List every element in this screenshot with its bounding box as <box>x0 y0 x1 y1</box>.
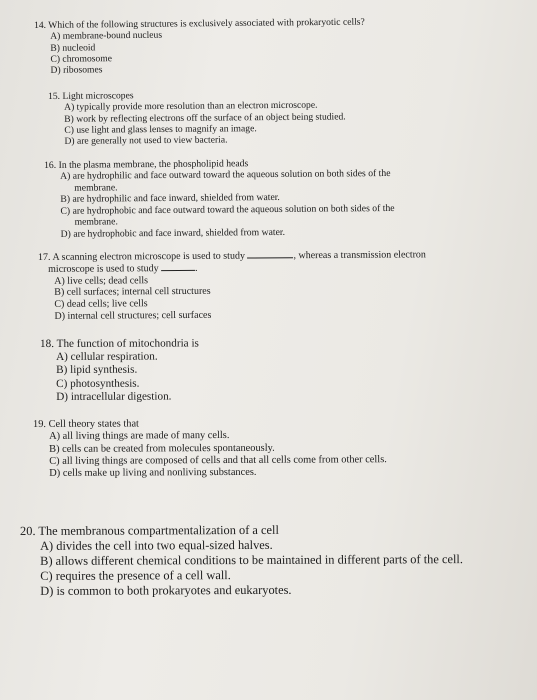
answer-option-c: C) photosynthesis. <box>56 377 140 390</box>
answer-option-d: D) intracellular digestion. <box>56 390 172 403</box>
answer-option-d: D) are generally not used to view bacteria. <box>64 134 228 148</box>
answer-option-c: C) use light and glass lenses to magnify an image. <box>64 123 257 136</box>
answer-option-d: D) ribosomes <box>50 64 103 77</box>
stem-text: , whereas a transmission electron <box>293 249 426 262</box>
answer-option-b: B) allows different chemical conditions to be maintained in different parts of the cell. <box>40 551 463 568</box>
answer-blank <box>161 270 195 271</box>
answer-option-d <box>45 226 395 240</box>
question-stem: 18. The function of mitochondria is <box>40 337 199 350</box>
answer-blank <box>247 257 293 258</box>
question-stem: 16. In the plasma membrane, the phospholipid heads <box>44 158 249 171</box>
question-17 <box>38 249 426 322</box>
question-stem: 14. Which of the following structures is exclusively associated with prokaryotic cells? <box>34 16 365 31</box>
stem-text: microscope is used to study <box>48 262 159 275</box>
answer-option-b: B) cells can be created from molecules spontaneously. <box>49 442 275 455</box>
answer-option-a: A) membrane-bound nucleus <box>50 29 163 43</box>
question-18 <box>40 337 199 404</box>
question-stem: 19. Cell theory states that <box>33 418 139 430</box>
answer-option-a: A) live cells; dead cells <box>54 274 149 287</box>
answer-option-b: B) work by reflecting electrons off the surface of an object being studied. <box>64 111 346 125</box>
answer-option-a: A) all living things are made of many cells. <box>49 430 230 443</box>
question-15 <box>48 88 346 147</box>
answer-option-d: D) internal cell structures; cell surfaces <box>54 309 212 322</box>
answer-option-c: C) all living things are composed of cells and that all cells come from other cells. <box>49 453 387 467</box>
question-16 <box>44 157 395 240</box>
question-19 <box>33 417 387 480</box>
answer-option-d: D) is common to both prokaryotes and eukaryotes. <box>40 582 292 598</box>
stem-text: 17. A scanning electron microscope is used to study <box>38 250 245 263</box>
stem-text: . <box>195 262 198 274</box>
answer-option-a <box>44 168 394 194</box>
answer-option-a: A) cellular respiration. <box>56 350 158 364</box>
question-14 <box>34 17 365 77</box>
question-20 <box>20 522 463 598</box>
answer-option-b: B) nucleoid <box>50 41 96 54</box>
answer-option-d: D) cells make up living and nonliving substances. <box>49 466 257 479</box>
answer-option-c <box>44 203 394 229</box>
option-text-continued: membrane. <box>74 182 118 194</box>
option-text: A) are hydrophilic and face outward toward the aqueous solution on both sides of the <box>60 168 391 183</box>
answer-option-a: A) typically provide more resolution than an electron microscope. <box>64 99 318 114</box>
answer-option-b: B) lipid synthesis. <box>56 364 138 377</box>
option-text: D) are hydrophobic and face inward, shielded from water. <box>60 226 286 240</box>
answer-option-c: C) chromosome <box>50 53 113 65</box>
question-stem: 15. Light microscopes <box>48 90 134 102</box>
question-stem: 20. The membranous compartmentalization of a cell <box>20 522 279 538</box>
answer-option-c: C) dead cells; live cells <box>54 298 148 311</box>
answer-option-a: A) divides the cell into two equal-sized halves. <box>40 537 273 553</box>
answer-option-b: B) cell surfaces; internal cell structures <box>54 286 211 299</box>
option-text: B) are hydrophilic and face inward, shielded from water. <box>60 192 280 206</box>
option-text-continued: membrane. <box>74 216 118 228</box>
answer-option-c: C) requires the presence of a cell wall. <box>40 567 231 583</box>
option-text: C) are hydrophobic and face outward toward the aqueous solution on both sides of the <box>60 202 395 217</box>
